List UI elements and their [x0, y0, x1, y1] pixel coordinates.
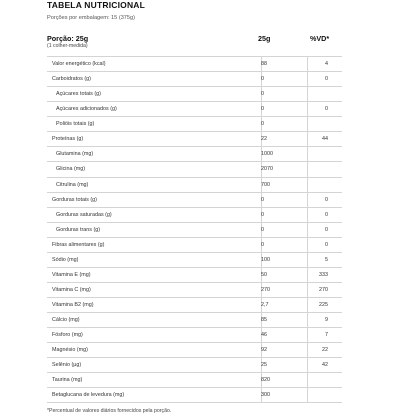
nutrient-name: Poliöis totais (g): [56, 121, 95, 128]
nutrient-amount: 0: [261, 121, 264, 128]
amount-column-header: 25g: [258, 34, 271, 43]
table-row: [47, 298, 342, 313]
nutrient-amount: 100: [261, 256, 270, 263]
nutrient-name: Proteínas (g): [52, 136, 84, 143]
nutrient-name: Carboidratos (g): [52, 76, 91, 83]
nutrient-amount: 820: [261, 377, 270, 384]
table-row: [47, 147, 342, 162]
nutrient-name: Betaglucana de levedura (mg): [52, 392, 125, 399]
nutrient-name: Cálcio (mg): [52, 317, 80, 324]
footnote: *Percentual de valores diários fornecidos pela porção.: [47, 408, 172, 414]
nutrient-name: Açúcares adicionados (g): [56, 106, 117, 113]
column-divider: [307, 72, 308, 86]
column-divider: [307, 57, 308, 71]
column-divider: [307, 388, 308, 402]
nutrient-daily-value: 7: [325, 332, 328, 339]
portion-header: Porção: 25g: [47, 34, 89, 43]
nutrient-daily-value: 5: [325, 256, 328, 263]
nutrient-name: Selênio (µg): [52, 362, 82, 369]
table-row: [47, 328, 342, 343]
column-divider: [307, 298, 308, 312]
nutrient-daily-value: 42: [322, 362, 328, 369]
table-row: [47, 388, 342, 403]
column-divider: [307, 238, 308, 252]
table-row: [47, 208, 342, 223]
table-row: [47, 283, 342, 298]
nutrient-amount: 25: [261, 362, 267, 369]
column-divider: [307, 178, 308, 192]
column-divider: [307, 253, 308, 267]
table-row: [47, 117, 342, 132]
table-row: [47, 178, 342, 193]
nutrient-name: Glutamina (mg): [56, 151, 94, 158]
daily-value-column-header: %VD*: [310, 34, 330, 43]
column-divider: [307, 268, 308, 282]
column-divider: [307, 117, 308, 131]
table-row: [47, 193, 342, 208]
column-divider: [307, 358, 308, 372]
column-divider: [307, 283, 308, 297]
nutrient-amount: 46: [261, 332, 267, 339]
nutrient-name: Gorduras saturadas (g): [56, 211, 112, 218]
nutrition-table: [47, 56, 342, 403]
nutrient-amount: 270: [261, 286, 270, 293]
nutrient-name: Valor energético (kcal): [52, 61, 106, 67]
nutrient-amount: 0: [261, 241, 264, 248]
table-row: [47, 313, 342, 328]
nutrient-daily-value: 22: [322, 347, 328, 354]
column-divider: [307, 373, 308, 387]
servings-per-package: Porções por embalagem: 15 (375g): [47, 15, 135, 21]
nutrient-amount: 0: [261, 196, 264, 203]
nutrient-amount: 92: [261, 347, 267, 354]
nutrient-amount: 0: [261, 76, 264, 83]
nutrient-name: Vitamina E (mg): [52, 271, 91, 278]
table-row: [47, 72, 342, 87]
nutrient-name: Vitamina C (mg): [52, 286, 91, 293]
table-row: [47, 162, 342, 177]
table-row: [47, 343, 342, 358]
column-divider: [307, 132, 308, 146]
nutrition-title: TABELA NUTRICIONAL: [47, 0, 146, 10]
nutrient-amount: 85: [261, 317, 267, 324]
nutrient-name: Taurina (mg): [52, 377, 83, 384]
nutrient-amount: 0: [261, 226, 264, 233]
column-divider: [307, 87, 308, 101]
nutrient-amount: 0: [261, 106, 264, 113]
nutrient-name: Fósforo (mg): [52, 332, 83, 339]
column-divider: [307, 208, 308, 222]
nutrient-amount: 0: [261, 91, 264, 98]
nutrient-amount: 2,7: [261, 302, 269, 308]
nutrient-daily-value: 0: [325, 76, 328, 83]
column-divider: [307, 147, 308, 161]
nutrient-amount: 22: [261, 136, 267, 143]
nutrient-daily-value: 0: [325, 196, 328, 203]
table-row: [47, 102, 342, 117]
nutrient-name: Citrulina (mg): [56, 181, 89, 188]
table-row: [47, 223, 342, 238]
nutrient-amount: 2070: [261, 166, 273, 173]
nutrient-daily-value: 44: [322, 136, 328, 143]
nutrient-daily-value: 0: [325, 211, 328, 218]
nutrient-name: Gorduras totais (g): [52, 196, 97, 203]
table-row: [47, 358, 342, 373]
nutrient-name: Vitamina B2 (mg): [52, 302, 94, 308]
nutrient-name: Sódio (mg): [52, 256, 79, 263]
nutrient-amount: 50: [261, 271, 267, 278]
nutrient-amount: 300: [261, 392, 270, 399]
nutrient-daily-value: 225: [319, 302, 328, 308]
column-divider: [307, 162, 308, 176]
table-row: [47, 57, 342, 72]
nutrient-daily-value: 270: [319, 286, 328, 293]
nutrient-amount: 1000: [261, 151, 273, 158]
table-row: [47, 87, 342, 102]
nutrient-daily-value: 333: [319, 271, 328, 278]
nutrient-amount: 700: [261, 181, 270, 188]
table-row: [47, 238, 342, 253]
table-row: [47, 132, 342, 147]
table-row: [47, 373, 342, 388]
nutrient-daily-value: 9: [325, 317, 328, 324]
nutrient-daily-value: 0: [325, 226, 328, 233]
column-divider: [307, 193, 308, 207]
nutrient-name: Açúcares totais (g): [56, 91, 101, 98]
column-divider: [307, 223, 308, 237]
nutrient-amount: 0: [261, 211, 264, 218]
nutrient-daily-value: 0: [325, 106, 328, 113]
table-row: [47, 253, 342, 268]
column-divider: [307, 328, 308, 342]
nutrient-daily-value: 4: [325, 61, 328, 67]
column-divider: [307, 343, 308, 357]
table-row: [47, 268, 342, 283]
nutrient-name: Magnésio (mg): [52, 347, 88, 354]
nutrient-name: Fibras alimentares (g): [52, 241, 105, 248]
nutrient-name: Gorduras trans (g): [56, 226, 101, 233]
column-divider: [307, 102, 308, 116]
nutrient-name: Glicina (mg): [56, 166, 86, 173]
portion-subtitle: (1 colher-medida): [47, 43, 88, 49]
nutrient-daily-value: 0: [325, 241, 328, 248]
column-divider: [307, 313, 308, 327]
nutrient-amount: 88: [261, 61, 267, 67]
